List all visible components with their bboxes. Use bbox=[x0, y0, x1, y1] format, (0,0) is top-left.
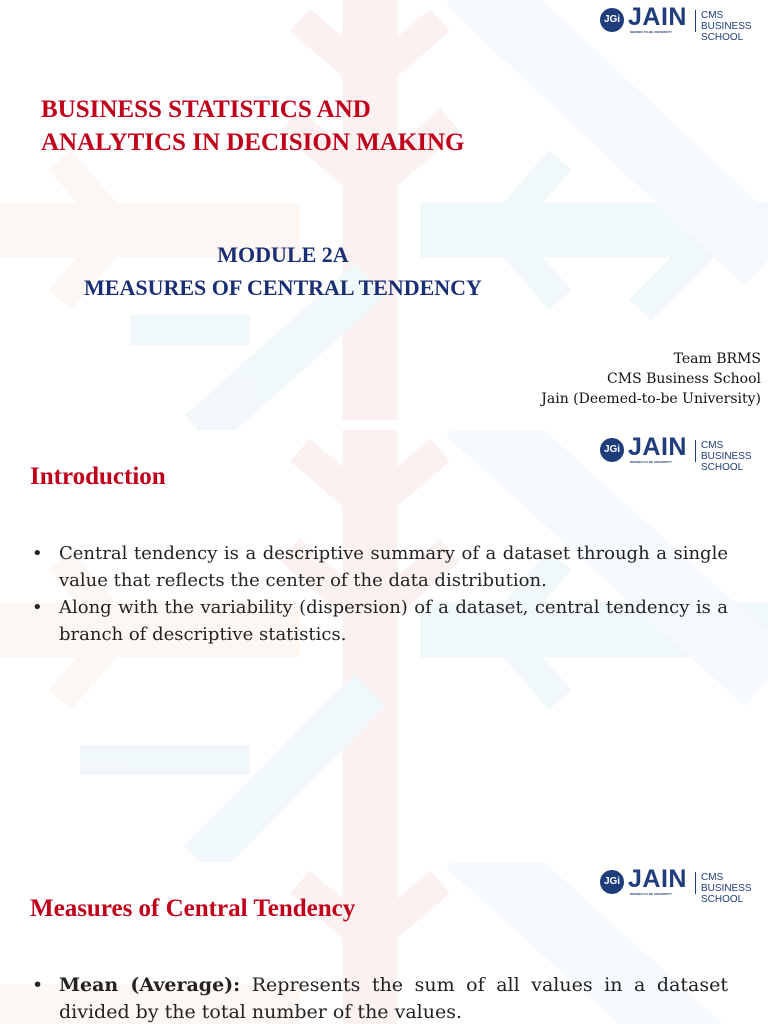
credits bbox=[541, 349, 761, 409]
logo-tagline: DEEMED-TO-BE UNIVERSITY bbox=[630, 460, 672, 464]
mean-definition: Represents the sum of all values in a dataset divided by the total number of the values. bbox=[59, 974, 728, 1023]
logo-school: CMS BUSINESS SCHOOL bbox=[701, 10, 752, 43]
introduction-slide bbox=[0, 430, 768, 862]
measures-bullets bbox=[30, 972, 728, 1024]
logo-divider bbox=[695, 872, 696, 894]
measures-slide bbox=[0, 862, 768, 1024]
jain-logo bbox=[600, 865, 768, 905]
credit-school: CMS Business School bbox=[607, 371, 761, 387]
logo-tagline: DEEMED-TO-BE UNIVERSITY bbox=[630, 892, 672, 896]
credit-university: Jain (Deemed-to-be University) bbox=[541, 391, 761, 407]
mean-term: Mean (Average): bbox=[59, 974, 241, 996]
module-title: MODULE 2A MEASURES OF CENTRAL TENDENCY bbox=[84, 242, 482, 300]
list-item: • Central tendency is a descriptive summary of a dataset through a single value that reflects the center of the data distribution. bbox=[30, 540, 728, 594]
course-title: BUSINESS STATISTICS AND ANALYTICS IN DECISION MAKING bbox=[41, 96, 465, 156]
logo-school: CMS BUSINESS SCHOOL bbox=[701, 872, 752, 905]
introduction-heading: Introduction bbox=[30, 463, 166, 490]
logo-brand: JAIN bbox=[628, 433, 687, 461]
list-item bbox=[30, 972, 728, 1024]
jgi-badge: JGi bbox=[600, 870, 624, 894]
logo-tagline: DEEMED-TO-BE UNIVERSITY bbox=[630, 30, 672, 34]
introduction-bullets bbox=[30, 540, 728, 648]
logo-divider bbox=[695, 440, 696, 462]
logo-brand: JAIN bbox=[628, 3, 687, 31]
jgi-badge: JGi bbox=[600, 8, 624, 32]
logo-school: CMS BUSINESS SCHOOL bbox=[701, 440, 752, 473]
jgi-badge: JGi bbox=[600, 438, 624, 462]
credit-team: Team BRMS bbox=[673, 351, 761, 367]
logo-divider bbox=[695, 10, 696, 32]
measures-heading: Measures of Central Tendency bbox=[30, 895, 356, 922]
jain-logo bbox=[600, 3, 768, 43]
title-slide bbox=[0, 0, 768, 430]
logo-brand: JAIN bbox=[628, 865, 687, 893]
jain-logo bbox=[600, 433, 768, 473]
list-item: • Along with the variability (dispersion) of a dataset, central tendency is a branch of descriptive statistics. bbox=[30, 594, 728, 648]
